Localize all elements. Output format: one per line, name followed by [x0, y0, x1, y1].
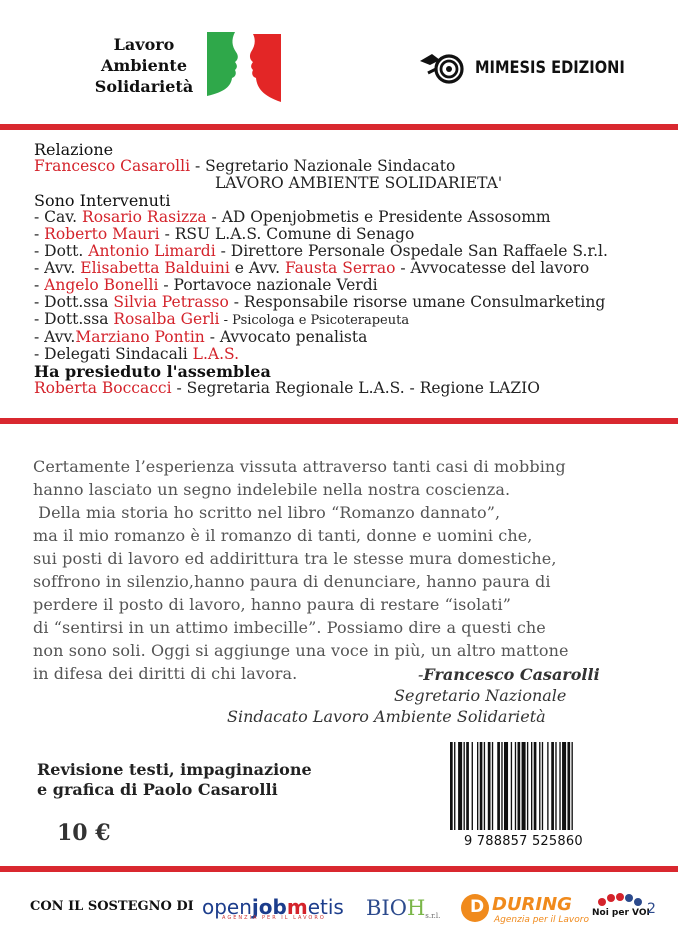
bioh-logo	[366, 896, 440, 920]
interventi-heading: Sono Intervenuti	[34, 191, 171, 210]
speaker-item	[34, 346, 674, 363]
during-d-icon: D	[470, 897, 485, 917]
during-name: DURING	[492, 894, 572, 915]
speaker-item	[34, 329, 674, 346]
relatore-name: Francesco Casarolli	[34, 157, 191, 175]
speaker-item	[34, 277, 674, 294]
speaker-role: - Direttore Personale Ospedale San Raffaele S.r.l.	[215, 242, 608, 260]
quote-line: Della mia storia ho scritto nel libro “Romanzo dannato”,	[33, 503, 501, 522]
las-title-line-3: Solidarietà	[94, 77, 194, 96]
speakers-section	[34, 141, 674, 397]
quote-line: perdere il posto di lavoro, hanno paura di restare “isolati”	[33, 595, 512, 614]
openjob-part: etis	[307, 895, 344, 919]
las-title-line-1: Lavoro	[113, 35, 175, 54]
speaker-role: - Portavoce nazionale Verdi	[158, 276, 378, 294]
quote-line: hanno lasciato un segno indelebile nella nostra coscienza.	[33, 480, 511, 499]
speaker-title: - Delegati Sindacali	[34, 345, 193, 363]
quote-line: Certamente l’esperienza vissuta attraverso tanti casi di mobbing	[33, 457, 566, 476]
credits-line-2: e grafica di Paolo Casarolli	[37, 780, 278, 799]
openjob-part: m	[286, 895, 308, 919]
speaker-title: -	[34, 225, 45, 243]
speaker-item	[34, 243, 674, 260]
presieduto-heading: Ha presieduto l'assemblea	[34, 362, 271, 381]
signature-dash: -	[418, 665, 424, 684]
bioh-srl: s.r.l.	[425, 912, 441, 920]
quote-line: soffrono in silenzio,hanno paura di denunciare, hanno paura di	[33, 572, 551, 591]
speaker-name: L.A.S.	[192, 345, 239, 363]
speaker-title: - Avv.	[34, 328, 76, 346]
speaker-role: - RSU L.A.S. Comune di Senago	[159, 225, 415, 243]
bioh-part: BIO	[366, 896, 407, 920]
relatore-role-continued: LAVORO AMBIENTE SOLIDARIETA'	[215, 174, 503, 192]
speaker-title: - Avv.	[34, 259, 81, 277]
top-divider	[0, 124, 678, 130]
speaker-role: - AD Openjobmetis e Presidente Assosomm	[206, 208, 551, 226]
speaker-role: - Avvocatesse del lavoro	[395, 259, 590, 277]
noi-dots-icon	[596, 892, 644, 908]
speaker-title: - Cav.	[34, 208, 83, 226]
signature-author	[418, 664, 600, 685]
during-logo	[461, 892, 589, 928]
speaker-item	[34, 226, 674, 243]
relatore-role: - Segretario Nazionale Sindacato	[190, 157, 456, 175]
middle-divider	[0, 418, 678, 424]
barcode-number: 9 788857 525860	[464, 834, 583, 849]
publisher-name: MIMESIS EDIZIONI	[475, 58, 625, 78]
noi-per-voi-logo	[592, 892, 658, 930]
speaker-name: Angelo Bonelli	[44, 276, 159, 294]
signature-name: Francesco Casarolli	[423, 665, 600, 684]
speaker-role: - Avvocato penalista	[204, 328, 368, 346]
openjob-part: job	[251, 895, 287, 919]
quote-paragraph	[33, 455, 673, 685]
speaker-name: Silvia Petrasso	[113, 293, 229, 311]
speaker-role: - Responsabile risorse umane Consulmarketing	[228, 293, 606, 311]
speaker-item	[34, 209, 674, 226]
speaker-name: Roberto Mauri	[44, 225, 160, 243]
speaker-title: -	[34, 276, 45, 294]
during-tagline: Agenzia per il Lavoro	[494, 915, 589, 925]
speaker-name: Marziano Pontin	[75, 328, 205, 346]
signature-role-1: Segretario Nazionale	[394, 686, 567, 705]
openjobmetis-logo	[202, 895, 344, 921]
president-role: - Segretaria Regionale L.A.S. - Regione LAZIO	[171, 379, 540, 397]
speaker-title: - Dott.	[34, 242, 89, 260]
speaker-role: - Psicologa e Psicoterapeuta	[219, 313, 410, 328]
signature-role-2: Sindacato Lavoro Ambiente Solidarietà	[227, 707, 546, 726]
quote-line: sui posti di lavoro ed addirittura tra le stesse mura domestiche,	[33, 549, 557, 568]
credits	[37, 760, 312, 800]
credits-line-1: Revisione testi, impaginazione	[37, 760, 312, 779]
speaker-name: Antonio Limardi	[88, 242, 216, 260]
openjob-part: open	[202, 895, 252, 919]
speaker-title: - Dott.ssa	[34, 310, 114, 328]
speaker-name: Rosario Rasizza	[82, 208, 207, 226]
quote-line: ma il mio romanzo è il romanzo di tanti, donne e uomini che,	[33, 526, 533, 545]
speaker-name: Rosalba Gerli	[113, 310, 220, 328]
noi-text: Noi per VOI	[592, 908, 650, 918]
speaker-title-2: e Avv.	[229, 259, 285, 277]
las-faces-logo-icon	[205, 30, 283, 104]
quote-line: non sono soli. Oggi si aggiunge una voce in più, un altro mattone	[33, 641, 569, 660]
speaker-name-2: Fausta Serrao	[284, 259, 396, 277]
las-title	[86, 34, 202, 97]
price: 10 €	[57, 820, 111, 846]
president-line	[34, 380, 674, 397]
quote-line: di “sentirsi in un attimo imbecille”. Possiamo dire a questi che	[33, 618, 546, 637]
sponsors-label: CON IL SOSTEGNO DI	[30, 899, 194, 914]
president-name: Roberta Boccacci	[34, 379, 172, 397]
speaker-item	[34, 294, 674, 311]
relazione-heading: Relazione	[34, 140, 114, 159]
openjob-tagline: AGENZIA PER IL LAVORO	[222, 915, 326, 921]
speaker-item	[34, 260, 674, 277]
quote-line: in difesa dei diritti di chi lavora.	[33, 664, 298, 683]
bottom-divider	[0, 866, 678, 872]
speaker-name: Elisabetta Balduini	[80, 259, 230, 277]
relatore-line	[34, 158, 674, 175]
bioh-part: H	[406, 896, 426, 920]
speaker-title: - Dott.ssa	[34, 293, 114, 311]
las-title-line-2: Ambiente	[101, 56, 187, 75]
mimesis-spiral-logo-icon	[418, 51, 464, 85]
noi-number: 2	[647, 901, 656, 917]
speaker-item	[34, 311, 674, 329]
